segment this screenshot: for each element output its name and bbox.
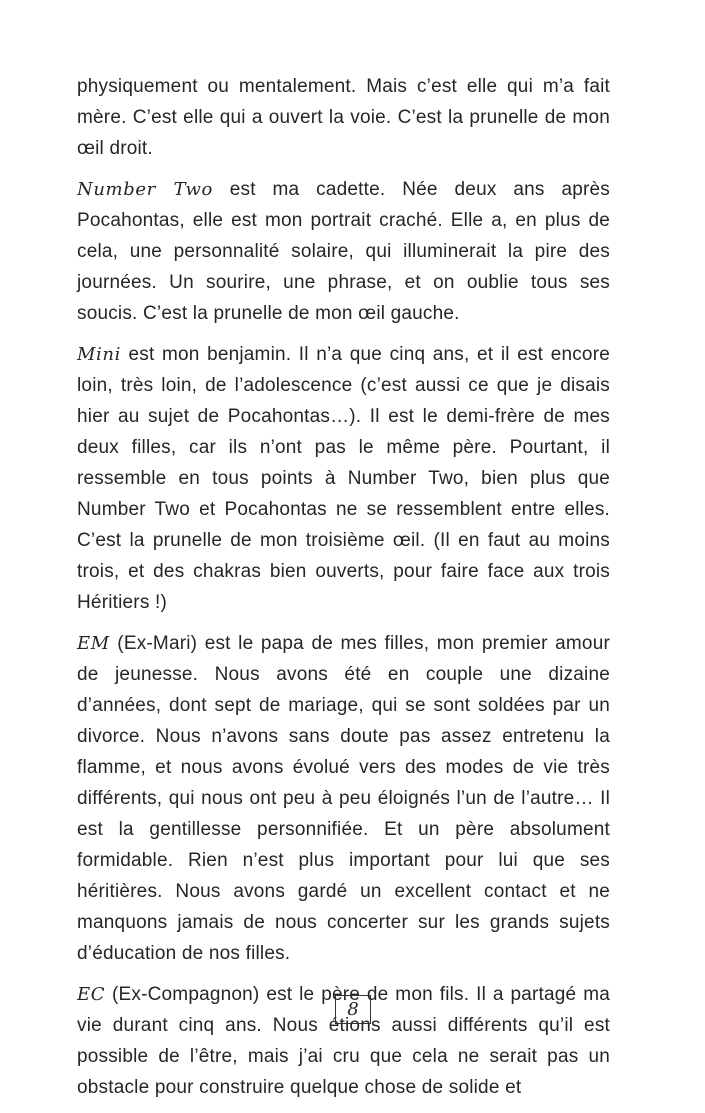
paragraph-text: (Ex-Mari) est le papa de mes filles, mon premier amour de jeunesse. Nous avons été en couple une dizaine d’années, dont sept de mariage, qui se sont soldées par un divorce. Nous n’avons sans doute pas assez entretenu la flamme, et nous avons évolué vers des modes de vie très différents, qui nous ont peu à peu éloignés l’un de l’autre… Il est la gentillesse personnifiée. Et un père absolument formidable. Rien n’est plus important pour lui que ses héritières. Nous avons gardé un excellent contact et ne manquons jamais de nous concerter sur les grands sujets d’éducation de nos filles. — [77, 633, 610, 964]
paragraph-em — [77, 628, 610, 969]
paragraph-text: est mon benjamin. Il n’a que cinq ans, et il est encore loin, très loin, de l’adolescence (c’est aussi ce que je disais hier au sujet de Pocahontas…). Il est le demi-frère de mes deux filles, car ils n’ont pas le même père. Pourtant, il ressemble en tous points à Number Two, bien plus que Number Two et Pocahontas ne se ressemblent entre elles. C’est la prunelle de mon troisième œil. (Il en faut au moins trois, et des chakras bien ouverts, pour faire face aux trois Héritiers !) — [77, 344, 610, 613]
paragraph-text: (Ex-Compagnon) est le père de mon fils. Il a partagé ma vie durant cinq ans. Nous étions aussi différents qu’il est possible de l’être, mais j’ai cru que cela ne serait pas un obstacle pour construire quelque chose de solide et — [77, 984, 610, 1098]
paragraph-mini — [77, 339, 610, 618]
paragraph-text: est ma cadette. Née deux ans après Pocahontas, elle est mon portrait craché. Elle a, en plus de cela, une personnalité solaire, qui illuminerait la pire des journées. Un sourire, une phrase, et on oublie tous ses soucis. C’est la prunelle de mon œil gauche. — [77, 179, 610, 324]
character-name-mini: Mini — [77, 344, 121, 365]
page-body — [77, 71, 610, 1113]
page-number: 8 — [335, 995, 371, 1024]
paragraph-text: physiquement ou mentalement. Mais c’est elle qui m’a fait mère. C’est elle qui a ouvert la voie. C’est la prunelle de mon œil droit. — [77, 76, 610, 159]
character-name-em: EM — [77, 633, 110, 654]
paragraph-1 — [77, 71, 610, 164]
paragraph-number-two — [77, 174, 610, 329]
character-name-number-two: Number Two — [77, 179, 213, 200]
character-name-ec: EC — [77, 984, 106, 1005]
